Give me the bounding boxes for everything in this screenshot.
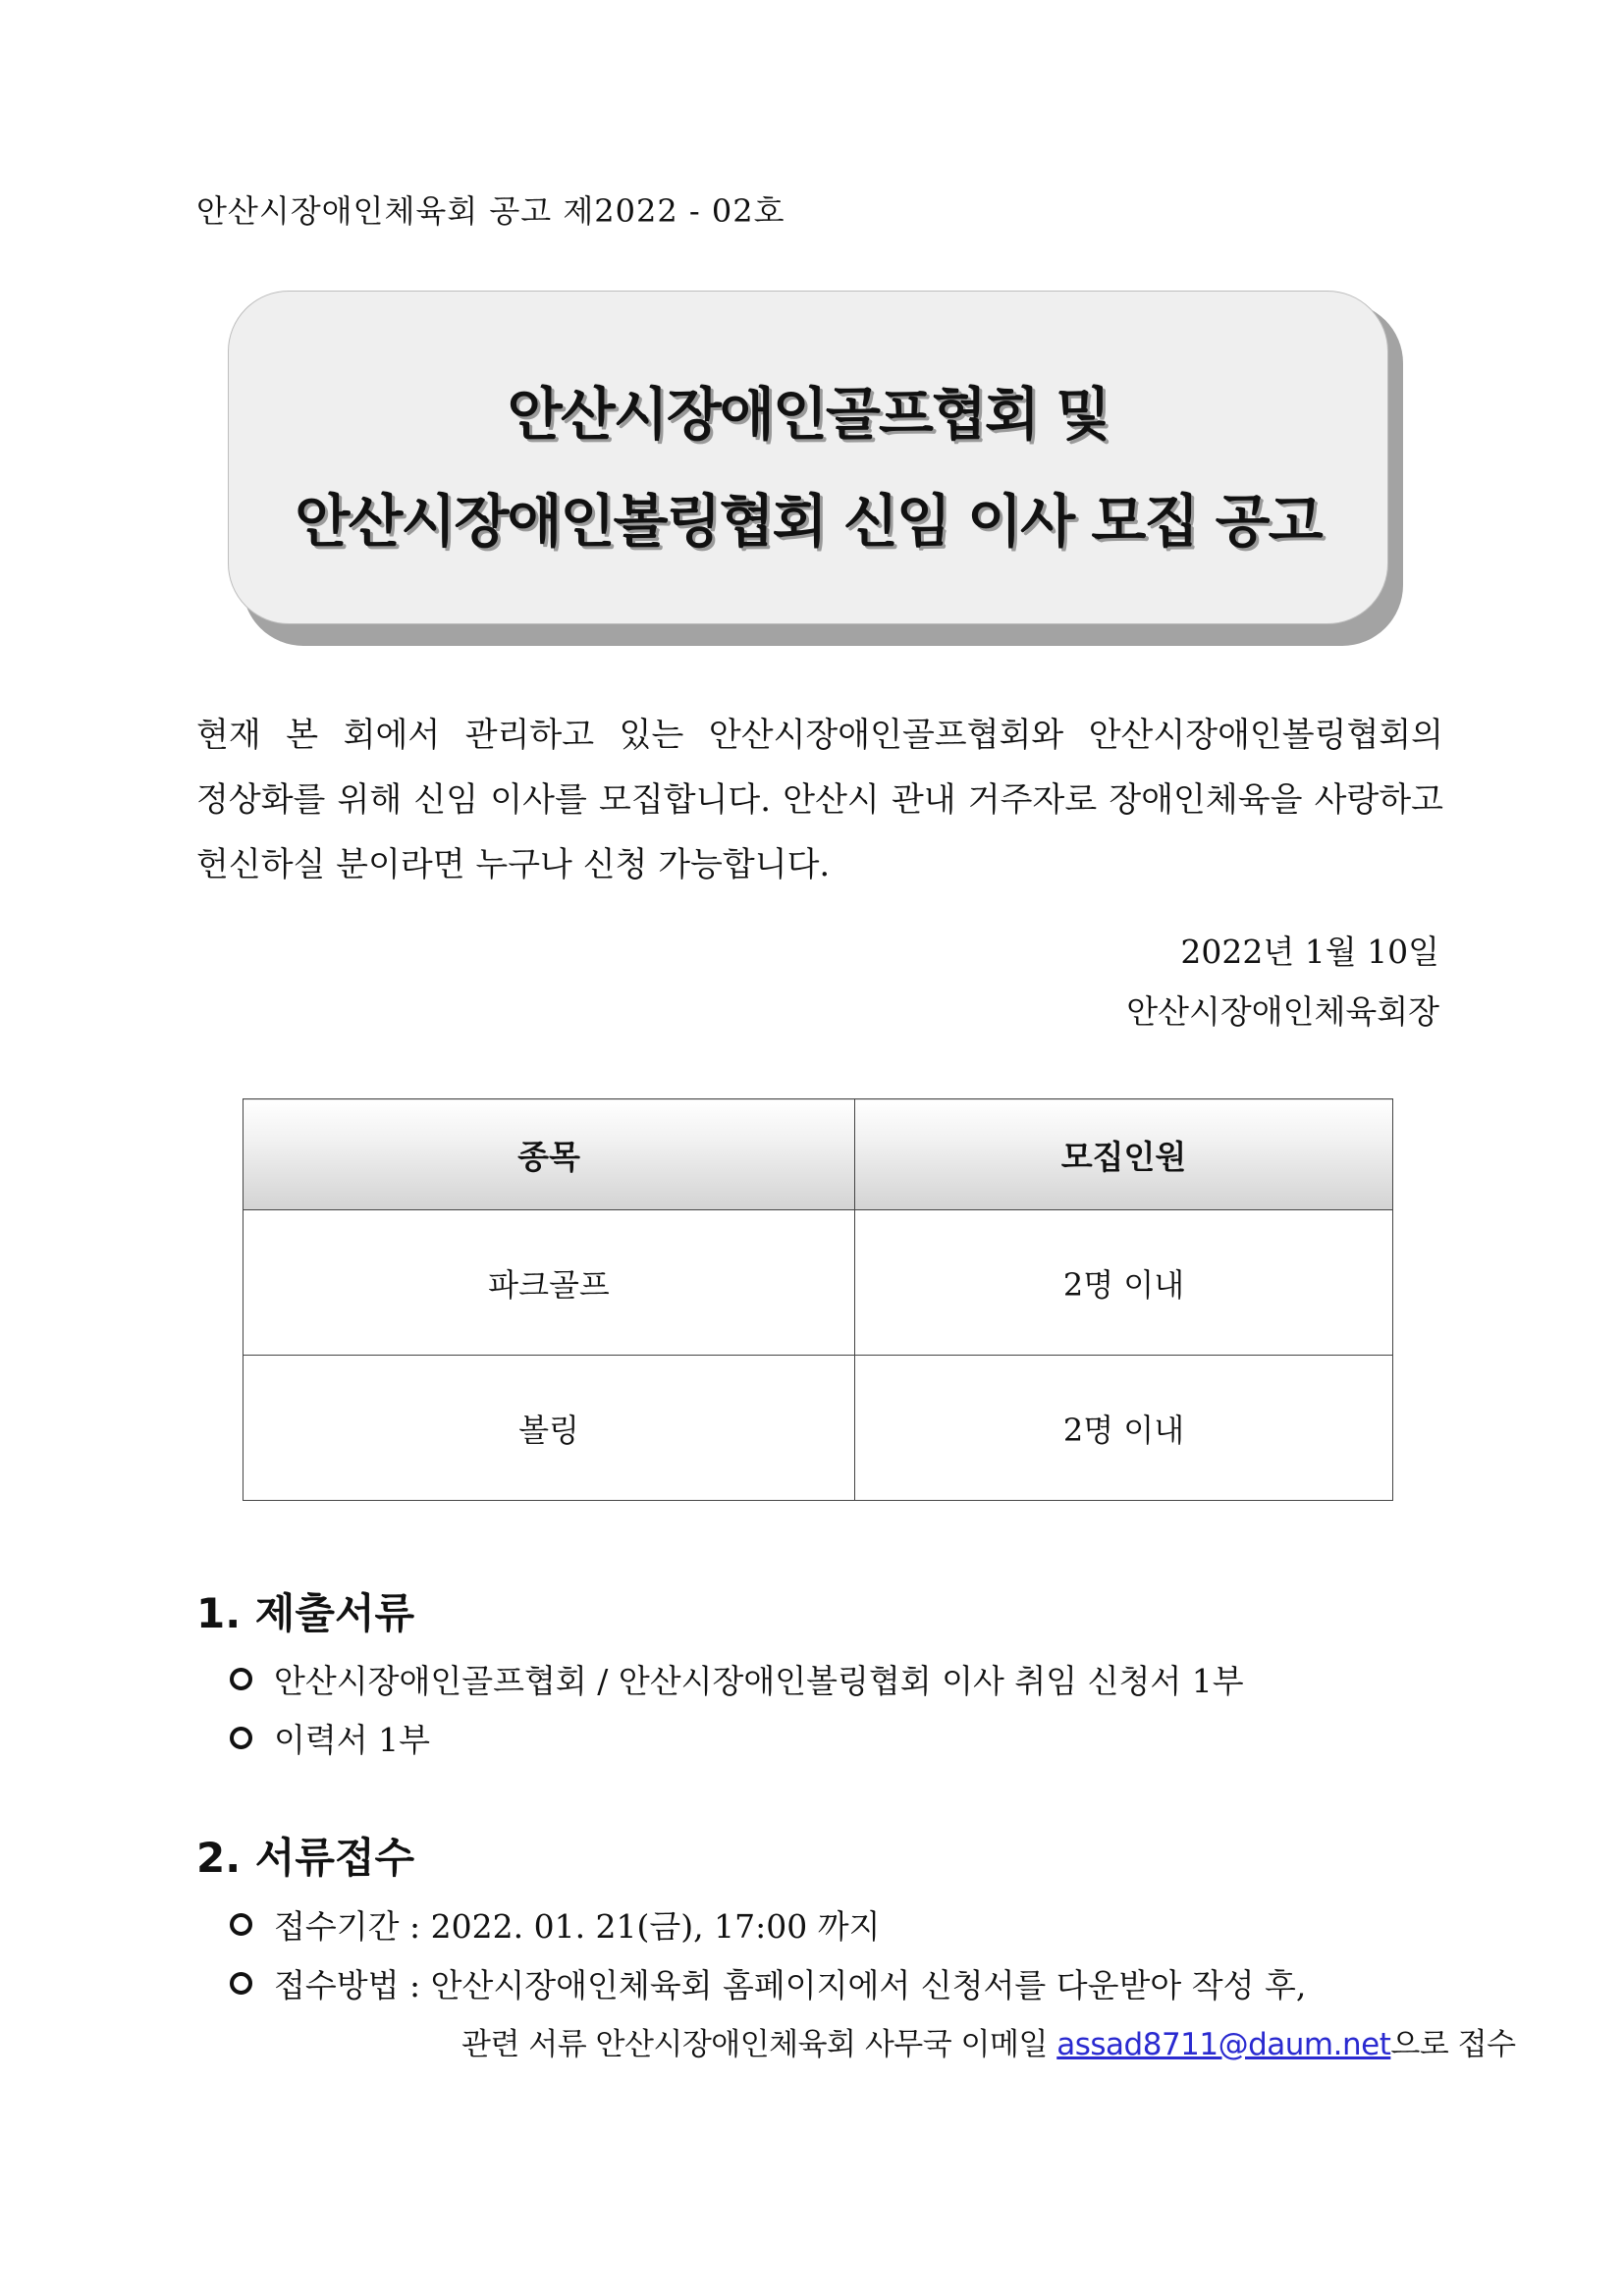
list-item-text: 접수방법 : 안산시장애인체육회 홈페이지에서 신청서를 다운받아 작성 후, [274, 1966, 1307, 2004]
list-item-text: 안산시장애인골프협회 / 안산시장애인볼링협회 이사 취임 신청서 1부 [274, 1662, 1244, 1700]
section-heading-documents: 1. 제출서류 [196, 1589, 415, 1637]
header-event: 종목 [244, 1099, 855, 1210]
cell-event: 볼링 [244, 1356, 855, 1501]
table-row [244, 1210, 1393, 1356]
cell-count: 2명 이내 [855, 1210, 1393, 1356]
recruitment-table [243, 1098, 1393, 1501]
table-header-row [244, 1099, 1393, 1210]
intro-paragraph: 현재 본 회에서 관리하고 있는 안산시장애인골프협회와 안산시장애인볼링협회의 정상화를 위해 신임 이사를 모집합니다. 안산시 관내 거주자로 장애인체육을 사랑하고 헌신하실 분이라면 누구나 신청 가능합니다. [196, 716, 1443, 884]
submission-method-continuation [461, 2019, 1516, 2063]
signer: 안산시장애인체육회장 [1126, 992, 1439, 1031]
list-item [230, 1960, 1306, 2006]
notice-date: 2022년 1월 10일 [1180, 933, 1439, 971]
list-item-text: 접수기간 : 2022. 01. 21(금), 17:00 까지 [274, 1907, 881, 1946]
continuation-prefix: 관련 서류 안산시장애인체육회 사무국 이메일 [461, 2027, 1057, 2062]
header-count: 모집인원 [855, 1099, 1393, 1210]
title-line-2: 안산시장애인볼링협회 신임 이사 모집 공고 [295, 488, 1322, 555]
section-heading-submission: 2. 서류접수 [196, 1834, 415, 1882]
cell-event: 파크골프 [244, 1210, 855, 1356]
notice-number: 안산시장애인체육회 공고 제2022 - 02호 [196, 192, 785, 230]
title-box [228, 291, 1388, 624]
table-row [244, 1356, 1393, 1501]
list-item [230, 1715, 430, 1761]
title-line-1: 안산시장애인골프협회 및 [507, 381, 1110, 448]
hollow-circle-bullet-icon [230, 1668, 252, 1690]
list-item [230, 1656, 1244, 1702]
hollow-circle-bullet-icon [230, 1913, 252, 1936]
hollow-circle-bullet-icon [230, 1972, 252, 1995]
continuation-suffix: 으로 접수 [1390, 2027, 1516, 2062]
list-item [230, 1901, 881, 1948]
cell-count: 2명 이내 [855, 1356, 1393, 1501]
email-link[interactable]: assad8711@daum.net [1056, 2027, 1391, 2062]
list-item-text: 이력서 1부 [274, 1721, 430, 1759]
hollow-circle-bullet-icon [230, 1727, 252, 1749]
